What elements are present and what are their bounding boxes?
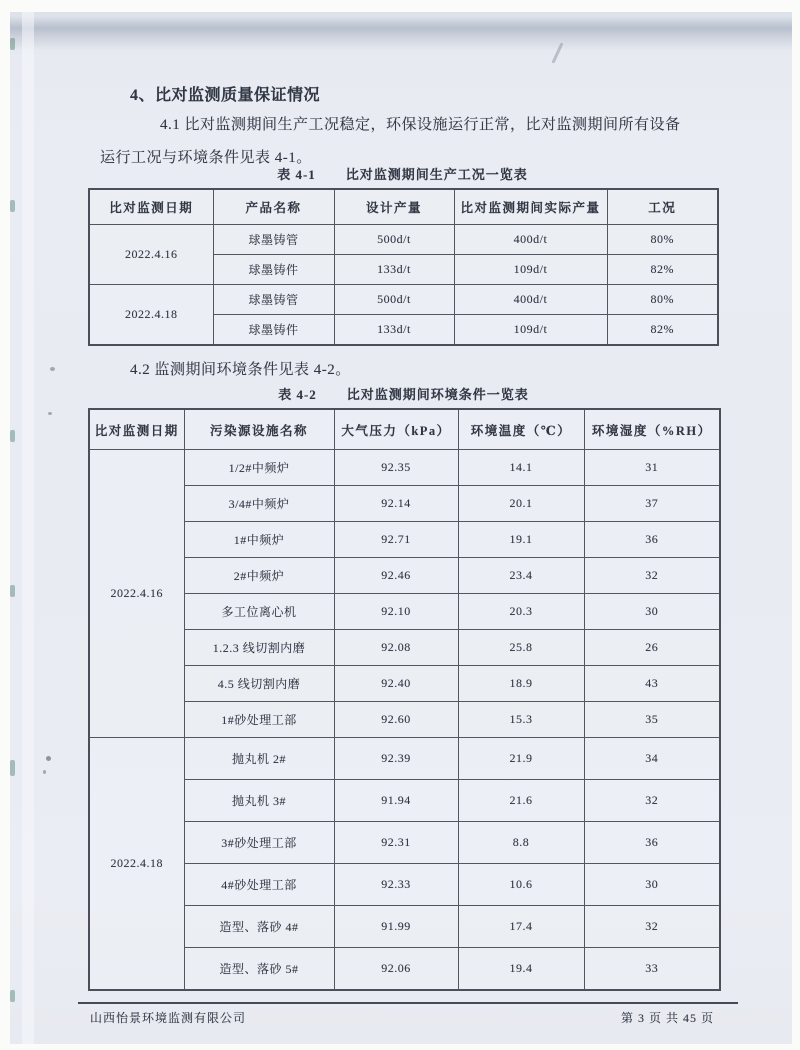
table-cell: 92.39: [334, 738, 458, 780]
table-cell: 23.4: [458, 558, 584, 594]
table-cell: 43: [584, 666, 720, 702]
table-cell: 19.4: [458, 948, 584, 991]
date-cell: 2022.4.16: [89, 225, 213, 285]
table-cell: 80%: [607, 225, 718, 255]
table-row: [89, 948, 720, 991]
table-cell: 92.10: [334, 594, 458, 630]
table-row: [89, 630, 720, 666]
table-row: [89, 738, 720, 780]
table-cell: 造型、落砂 4#: [184, 906, 334, 948]
scan-edge-mark: [10, 760, 15, 776]
table-cell: 1/2#中频炉: [184, 450, 334, 486]
table-cell: 多工位离心机: [184, 594, 334, 630]
table-cell: 抛丸机 2#: [184, 738, 334, 780]
column-header: 比对监测期间实际产量: [454, 189, 607, 225]
table-cell: 球墨铸管: [213, 285, 334, 315]
table-row: [89, 285, 718, 315]
scan-edge-mark: [10, 38, 15, 50]
page-fold-strip: [22, 12, 34, 1044]
table2-caption: [88, 384, 719, 403]
table-header-row: [89, 409, 720, 450]
column-header: 比对监测日期: [89, 189, 213, 225]
table-cell: 26: [584, 630, 720, 666]
scan-speck: [50, 367, 55, 371]
table-row: [89, 450, 720, 486]
table-cell: 109d/t: [454, 255, 607, 285]
table-cell: 37: [584, 486, 720, 522]
table-cell: 34: [584, 738, 720, 780]
table-cell: 133d/t: [334, 315, 454, 346]
scan-edge-mark: [10, 200, 15, 212]
table-cell: 92.40: [334, 666, 458, 702]
table-cell: 球墨铸件: [213, 255, 334, 285]
column-header: 环境温度（℃）: [458, 409, 584, 450]
table-cell: 19.1: [458, 522, 584, 558]
scan-shadow-band: [10, 16, 792, 50]
table-cell: 92.08: [334, 630, 458, 666]
table-cell: 109d/t: [454, 315, 607, 346]
table-cell: 20.1: [458, 486, 584, 522]
table-cell: 500d/t: [334, 285, 454, 315]
table-cell: 1#砂处理工部: [184, 702, 334, 738]
section-title: 4、比对监测质量保证情况: [130, 87, 321, 104]
table-cell: 14.1: [458, 450, 584, 486]
table-cell: 80%: [607, 285, 718, 315]
table-cell: 92.14: [334, 486, 458, 522]
table-cell: 92.60: [334, 702, 458, 738]
scan-edge-mark: [10, 585, 15, 597]
scan-edge-mark: [10, 990, 15, 1002]
table-cell: 18.9: [458, 666, 584, 702]
table-row: [89, 864, 720, 906]
date-cell: 2022.4.18: [89, 285, 213, 346]
paragraph-4-1-line1: 4.1 比对监测期间生产工况稳定，环保设施运行正常，比对监测期间所有设备: [160, 117, 681, 133]
paragraph-4-2: 4.2 监测期间环境条件见表 4-2。: [130, 362, 351, 378]
table-cell: 35: [584, 702, 720, 738]
table-row: [89, 594, 720, 630]
table-cell: 4#砂处理工部: [184, 864, 334, 906]
column-header: 比对监测日期: [89, 409, 184, 450]
table1-caption-label: 表 4-1: [277, 167, 316, 182]
table-cell: 10.6: [458, 864, 584, 906]
table-cell: 30: [584, 594, 720, 630]
table-cell: 400d/t: [454, 225, 607, 255]
table-cell: 82%: [607, 255, 718, 285]
date-cell: 2022.4.18: [89, 738, 184, 991]
production-status-table: [88, 188, 719, 346]
table-row: [89, 666, 720, 702]
table-cell: 92.06: [334, 948, 458, 991]
table-cell: 92.46: [334, 558, 458, 594]
scan-edge-mark: [10, 430, 15, 442]
table-cell: 20.3: [458, 594, 584, 630]
table2-caption-label: 表 4-2: [278, 387, 317, 402]
table1-caption-title: 比对监测期间生产工况一览表: [345, 167, 528, 182]
table-header-row: [89, 189, 718, 225]
table-cell: 3#砂处理工部: [184, 822, 334, 864]
column-header: 环境湿度（%RH）: [584, 409, 720, 450]
table-cell: 球墨铸管: [213, 225, 334, 255]
table-cell: 32: [584, 906, 720, 948]
table-cell: 31: [584, 450, 720, 486]
table-cell: 32: [584, 780, 720, 822]
table-cell: 91.94: [334, 780, 458, 822]
table-cell: 造型、落砂 5#: [184, 948, 334, 991]
table-cell: 球墨铸件: [213, 315, 334, 346]
footer-company: 山西怡景环境监测有限公司: [90, 1011, 247, 1025]
table-cell: 8.8: [458, 822, 584, 864]
table-cell: 2#中频炉: [184, 558, 334, 594]
table-cell: 92.33: [334, 864, 458, 906]
footer-divider: [78, 1002, 738, 1004]
table-cell: 400d/t: [454, 285, 607, 315]
scan-speck: [48, 412, 52, 415]
table-cell: 33: [584, 948, 720, 991]
table-cell: 92.31: [334, 822, 458, 864]
table-cell: 21.6: [458, 780, 584, 822]
table-cell: 32: [584, 558, 720, 594]
table-cell: 91.99: [334, 906, 458, 948]
table-cell: 抛丸机 3#: [184, 780, 334, 822]
scan-speck: [43, 770, 46, 774]
paragraph-4-1-line2: 运行工况与环境条件见表 4-1。: [100, 150, 312, 166]
date-cell: 2022.4.16: [89, 450, 184, 738]
column-header: 设计产量: [334, 189, 454, 225]
scanned-page: [10, 12, 792, 1044]
table-cell: 3/4#中频炉: [184, 486, 334, 522]
scan-speck: [46, 756, 51, 761]
table-row: [89, 225, 718, 255]
footer-page-number: 第 3 页 共 45 页: [620, 1011, 714, 1025]
table-cell: 500d/t: [334, 225, 454, 255]
table-row: [89, 522, 720, 558]
column-header: 污染源设施名称: [184, 409, 334, 450]
column-header: 大气压力（kPa）: [334, 409, 458, 450]
table-row: [89, 558, 720, 594]
table-row: [89, 822, 720, 864]
table-cell: 21.9: [458, 738, 584, 780]
table-row: [89, 702, 720, 738]
page-footer: [90, 1009, 714, 1026]
table-cell: 92.71: [334, 522, 458, 558]
table1-caption: [88, 164, 717, 183]
table-row: [89, 906, 720, 948]
table-cell: 4.5 线切割内磨: [184, 666, 334, 702]
column-header: 工况: [607, 189, 718, 225]
table-cell: 133d/t: [334, 255, 454, 285]
column-header: 产品名称: [213, 189, 334, 225]
table-cell: 25.8: [458, 630, 584, 666]
table-row: [89, 780, 720, 822]
table-cell: 92.35: [334, 450, 458, 486]
table-cell: 1#中频炉: [184, 522, 334, 558]
table-cell: 17.4: [458, 906, 584, 948]
table-cell: 30: [584, 864, 720, 906]
table-cell: 1.2.3 线切割内磨: [184, 630, 334, 666]
table-cell: 36: [584, 522, 720, 558]
table-cell: 15.3: [458, 702, 584, 738]
table2-caption-title: 比对监测期间环境条件一览表: [346, 387, 529, 402]
table-cell: 82%: [607, 315, 718, 346]
table-row: [89, 486, 720, 522]
environment-conditions-table: [88, 408, 721, 991]
table-cell: 36: [584, 822, 720, 864]
